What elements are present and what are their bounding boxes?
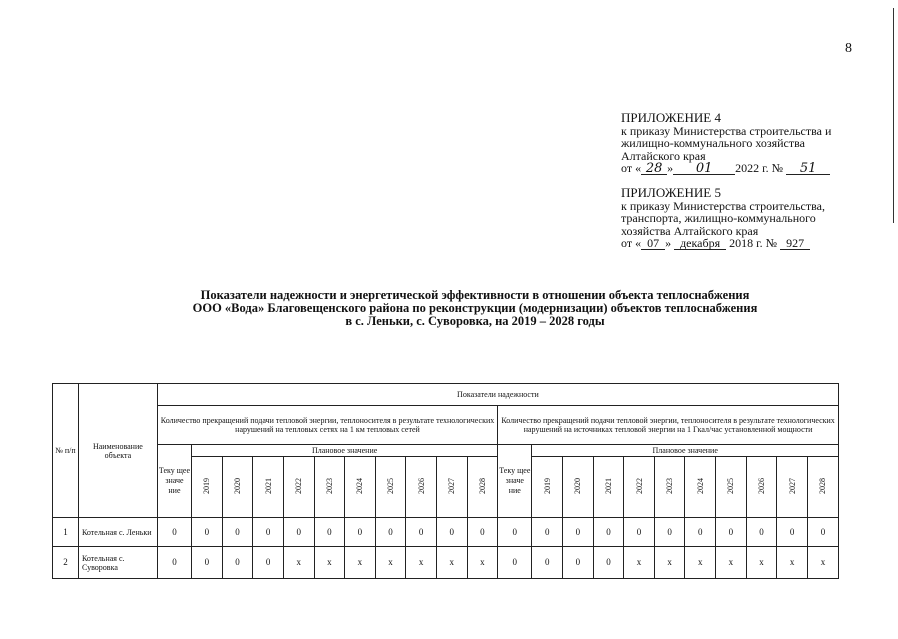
row-object-name: Котельная с. Суворовка (78, 547, 157, 579)
table-cell: х (624, 547, 655, 579)
year-header (685, 457, 716, 518)
appendix-5-heading: ПРИЛОЖЕНИЕ 5 (621, 185, 721, 200)
year-label: 2026 (756, 478, 766, 494)
page-edge-line (893, 8, 894, 223)
appendix-5-line1: к приказу Министерства строительства, (621, 198, 825, 213)
year-label: 2025 (386, 478, 396, 494)
table-cell: 0 (283, 518, 314, 547)
table-cell: 0 (192, 518, 223, 547)
title-line2: ООО «Вода» Благовещенского района по реконструкции (модернизации) объектов теплоснабжения (192, 301, 758, 315)
appendix-4-line1: к приказу Министерства строительства и (621, 123, 832, 138)
header-current-value-2: Теку щее значе ние (498, 445, 532, 518)
year-header (563, 457, 594, 518)
appendix-4-date-line (621, 162, 876, 175)
row-number: 1 (53, 518, 79, 547)
header-planned-2: Плановое значение (532, 445, 839, 457)
year-label: 2023 (324, 478, 334, 494)
indicators-table (52, 383, 839, 579)
appendix-5-block (621, 187, 876, 250)
appendix-5-day: 07 (641, 238, 665, 250)
table-cell: 0 (746, 518, 777, 547)
year-label: 2019 (202, 478, 212, 494)
appendix-5-line2: транспорта, жилищно-коммунального (621, 211, 816, 226)
year-header (436, 457, 467, 518)
table-cell: 0 (222, 547, 253, 579)
table-cell: 0 (498, 518, 532, 547)
table-cell: 0 (467, 518, 498, 547)
table-cell: х (654, 547, 685, 579)
table-cell: 0 (777, 518, 808, 547)
header-current-value-1: Теку щее значе ние (157, 445, 191, 518)
year-label: 2028 (477, 478, 487, 494)
table-cell: х (436, 547, 467, 579)
row-object-name: Котельная с. Леньки (78, 518, 157, 547)
appendix-4-heading: ПРИЛОЖЕНИЕ 4 (621, 110, 721, 125)
header-num: № п/п (53, 384, 79, 518)
table-cell: х (345, 547, 376, 579)
table-cell: 0 (314, 518, 345, 547)
table-cell: 0 (192, 547, 223, 579)
appendix-5-line3: хозяйства Алтайского края (621, 223, 759, 238)
year-header (222, 457, 253, 518)
table-cell: 0 (157, 547, 191, 579)
page-number: 8 (845, 41, 852, 56)
year-label: 2021 (263, 478, 273, 494)
appendix-4-year: 2022 г. № (735, 161, 784, 176)
year-label: 2024 (355, 478, 365, 494)
year-header (593, 457, 624, 518)
year-header (807, 457, 838, 518)
table-cell: 0 (253, 518, 284, 547)
row-number: 2 (53, 547, 79, 579)
year-label: 2020 (232, 478, 242, 494)
appendix-4-line2: жилищно-коммунального хозяйства (621, 136, 805, 151)
year-header (746, 457, 777, 518)
header-group-networks: Количество прекращений подачи тепловой энергии, теплоносителя в результате технологических нарушений на тепловых сетях на 1 км тепловых сетей (157, 406, 497, 445)
table-cell: 0 (345, 518, 376, 547)
date-mid: » (667, 161, 674, 176)
date-mid: » (665, 236, 672, 251)
year-header (283, 457, 314, 518)
year-header (467, 457, 498, 518)
table-cell: х (283, 547, 314, 579)
year-label: 2024 (695, 478, 705, 494)
table-cell: х (467, 547, 498, 579)
appendix-5-year: 2018 г. № (729, 236, 778, 251)
appendix-4-line3: Алтайского края (621, 148, 706, 163)
date-prefix: от « (621, 236, 642, 251)
year-header (716, 457, 747, 518)
year-label: 2021 (603, 478, 613, 494)
year-header (654, 457, 685, 518)
year-header (314, 457, 345, 518)
header-planned-1: Плановое значение (192, 445, 498, 457)
table-cell: х (685, 547, 716, 579)
table-cell: 0 (253, 547, 284, 579)
table-cell: 0 (375, 518, 406, 547)
year-header (532, 457, 563, 518)
table-cell: 0 (563, 518, 594, 547)
header-object-name: Наименование объекта (78, 384, 157, 518)
year-label: 2022 (294, 478, 304, 494)
appendix-5-month: декабря (674, 238, 726, 250)
header-group-sources: Количество прекращений подачи тепловой энергии, теплоносителя в результате технологических нарушений на источниках тепловой энергии на 1 Гкал/час установленной мощности (498, 406, 839, 445)
year-header (345, 457, 376, 518)
year-label: 2019 (542, 478, 552, 494)
table-cell: х (716, 547, 747, 579)
year-label: 2020 (573, 478, 583, 494)
table-cell: 0 (716, 518, 747, 547)
appendix-5-number: 927 (780, 238, 810, 250)
table-cell: х (807, 547, 838, 579)
title-line1: Показатели надежности и энергетической эффективности в отношении объекта теплоснабжения (200, 288, 750, 302)
year-label: 2027 (447, 478, 457, 494)
year-header (406, 457, 437, 518)
year-label: 2026 (416, 478, 426, 494)
table-cell: х (746, 547, 777, 579)
table-cell: 0 (498, 547, 532, 579)
title-line3: в с. Леньки, с. Суворовка, на 2019 – 2028 годы (345, 314, 605, 328)
table-cell: х (314, 547, 345, 579)
table-cell: 0 (654, 518, 685, 547)
table-cell: 0 (406, 518, 437, 547)
table-cell: 0 (807, 518, 838, 547)
header-reliability: Показатели надежности (157, 384, 838, 406)
year-header (253, 457, 284, 518)
table-cell: х (777, 547, 808, 579)
appendix-4-number: 51 (786, 163, 830, 175)
appendix-4-day: 28 (641, 163, 667, 175)
year-label: 2025 (726, 478, 736, 494)
table-cell: 0 (685, 518, 716, 547)
appendix-4-month: 01 (673, 163, 735, 175)
year-header (624, 457, 655, 518)
year-label: 2022 (634, 478, 644, 494)
date-prefix: от « (621, 161, 642, 176)
table-cell: 0 (436, 518, 467, 547)
year-label: 2028 (818, 478, 828, 494)
table-cell: 0 (593, 518, 624, 547)
table-cell: х (406, 547, 437, 579)
table-cell: 0 (222, 518, 253, 547)
appendix-5-date-line (621, 237, 876, 250)
table-cell: 0 (157, 518, 191, 547)
table-cell: 0 (532, 518, 563, 547)
table-cell: 0 (532, 547, 563, 579)
table-cell: х (375, 547, 406, 579)
year-label: 2027 (787, 478, 797, 494)
document-title (120, 289, 830, 328)
table-cell: 0 (593, 547, 624, 579)
table-cell: 0 (624, 518, 655, 547)
table-cell: 0 (563, 547, 594, 579)
appendix-4-block (621, 112, 876, 175)
year-header (192, 457, 223, 518)
year-header (375, 457, 406, 518)
year-header (777, 457, 808, 518)
year-label: 2023 (665, 478, 675, 494)
